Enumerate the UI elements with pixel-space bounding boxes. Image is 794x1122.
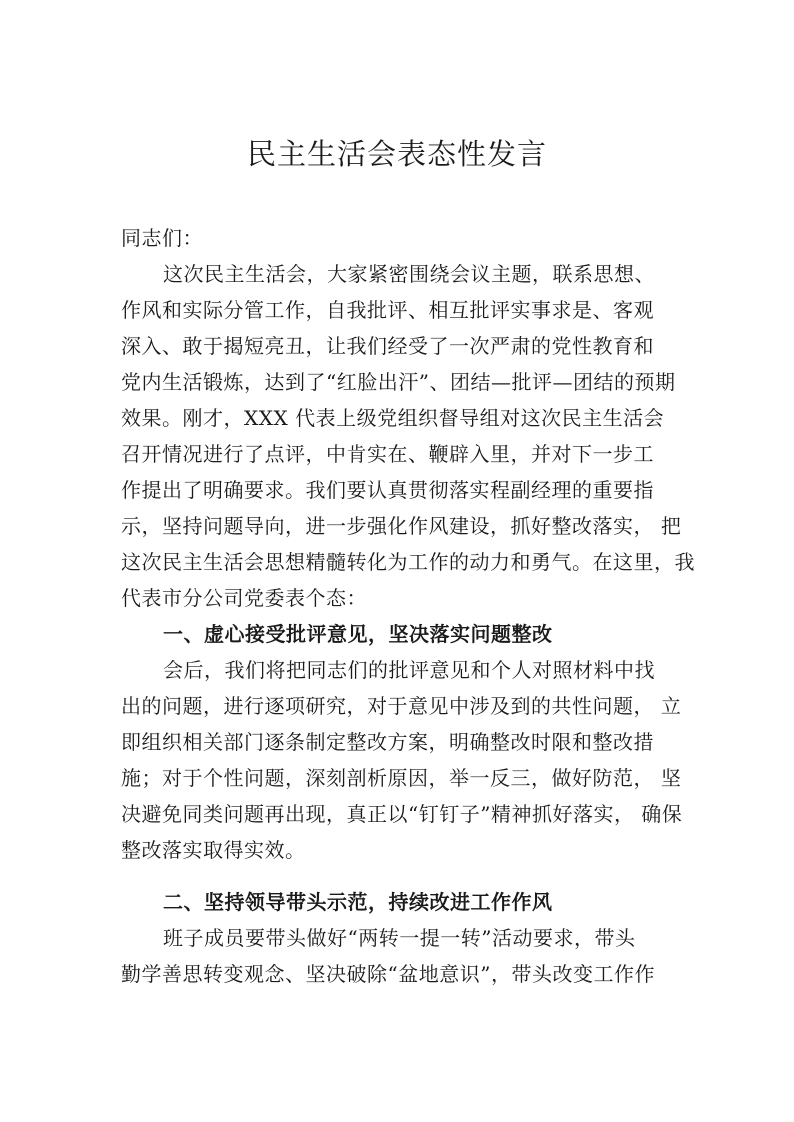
section-heading: 一、虚心接受批评意见，坚决落实问题整改: [163, 622, 553, 646]
section-2: [121, 884, 681, 992]
text-line: 出的问题，进行逐项研究，对于意见中涉及到的共性问题， 立: [121, 694, 682, 718]
text-line: 会后，我们将把同志们的批评意见和个人对照材料中找: [163, 658, 655, 682]
section-1: [121, 616, 681, 868]
text-line: 代表市分公司党委表个态：: [121, 586, 367, 610]
document-body: [121, 220, 695, 992]
section-heading: 二、坚持领导带头示范，持续改进工作作风: [163, 890, 553, 914]
text-line: 班子成员要带头做好“两转一提一转”活动要求，带头: [163, 926, 636, 950]
text-line: 这次民主生活会，大家紧密围绕会议主题，联系思想、: [163, 262, 655, 286]
text-line: 作风和实际分管工作，自我批评、相互批评实事求是、客观: [121, 298, 654, 322]
paragraph-intro: [121, 256, 695, 616]
text-line: 决避免同类问题再出现，真正以“钉钉子”精神抓好落实， 确保: [121, 802, 683, 826]
text-line: 即组织相关部门逐条制定整改方案，明确整改时限和整改措: [121, 730, 654, 754]
text-line: 整改落实取得实效。: [121, 838, 306, 862]
text-line: 深入、敢于揭短亮丑，让我们经受了一次严肃的党性教育和: [121, 334, 654, 358]
salutation: 同志们：: [121, 226, 203, 250]
text-line: 召开情况进行了点评，中肯实在、鞭辟入里，并对下一步工: [121, 442, 654, 466]
text-line: 党内生活锻炼，达到了“红脸出汗”、团结—批评—团结的预期: [121, 370, 676, 394]
text-line: 勤学善思转变观念、坚决破除“盆地意识”，带头改变工作作: [121, 962, 655, 986]
text-line: 施；对于个性问题，深刻剖析原因，举一反三，做好防范， 坚: [121, 766, 682, 790]
document-title: 民主生活会表态性发言: [246, 137, 547, 171]
text-line: 示，坚持问题导向，进一步强化作风建设，抓好整改落实， 把: [121, 514, 682, 538]
text-line: 作提出了明确要求。我们要认真贯彻落实程副经理的重要指: [121, 478, 654, 502]
text-line: 效果。刚才，XXX 代表上级党组织督导组对这次民主生活会: [121, 406, 665, 430]
text-line: 这次民主生活会思想精髓转化为工作的动力和勇气。在这里，我: [121, 550, 695, 574]
section-spacer: [121, 868, 681, 884]
